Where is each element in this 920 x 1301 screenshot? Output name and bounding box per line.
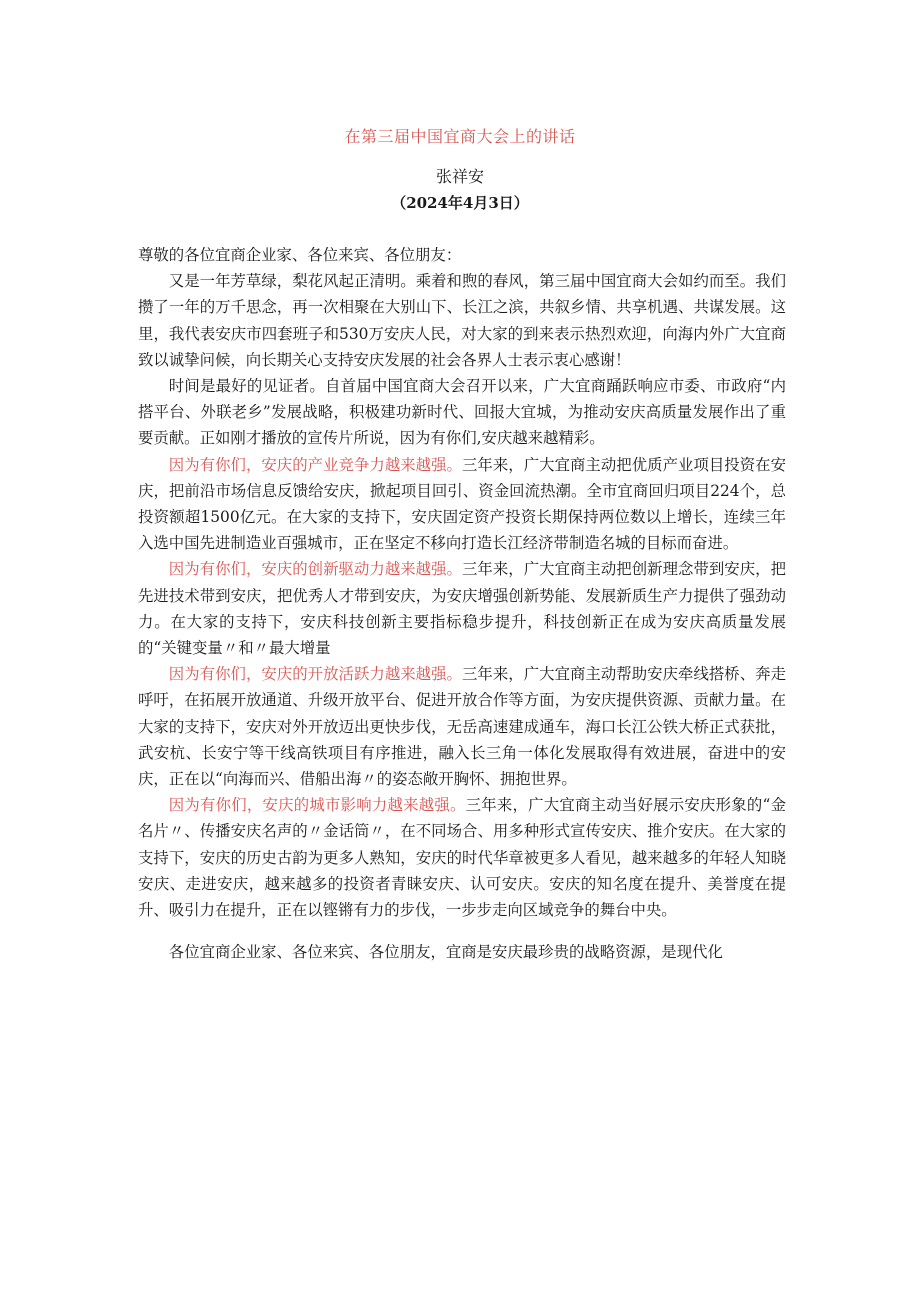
paragraph: [138, 661, 786, 792]
speech-body: [138, 242, 786, 965]
paragraph-spacer: [138, 923, 786, 939]
paragraph: [138, 939, 786, 965]
paragraph: [138, 268, 786, 373]
paragraph-text: 时间是最好的见证者。自首届中国宜商大会召开以来，广大宜商踊跃响应市委、市政府“内搭平台、外联老乡”发展战略，积极建功新时代、回报大宜城，为推动安庆高质量发展作出了重要贡献。正如刚才播放的宣传片所说，因为有你们,安庆越来越精彩。: [138, 377, 786, 448]
paragraph-highlight: 因为有你们，安庆的城市影响力越来越强。: [168, 796, 466, 815]
paragraph-text: 三年来，广大宜商主动把创新理念带到安庆，把先进技术带到安庆，把优秀人才带到安庆，为安庆增强创新势能、发展新质生产力提供了强劲动力。在大家的支持下，安庆科技创新主要指标稳步提升，科技创新正在成为安庆高质量发展的“关键变量〃和〃最大增量: [138, 560, 786, 658]
paragraph-text: 三年来，广大宜商主动把优质产业项目投资在安庆，把前沿市场信息反馈给安庆，掀起项目回引、资金回流热潮。全市宜商回归项目224个，总投资额超1500亿元。在大家的支持下，安庆固定资产投资长期保持两位数以上增长，连续三年入选中国先进制造业百强城市，正在坚定不移向打造长江经济带制造名城的目标而奋进。: [138, 455, 786, 553]
paragraph: [138, 373, 786, 452]
paragraph: [138, 556, 786, 661]
paragraph: [138, 792, 786, 923]
salutation: 尊敬的各位宜商企业家、各位来宾、各位朋友：: [138, 246, 462, 264]
paragraph-highlight: 因为有你们，安庆的产业竞争力越来越强。: [168, 455, 462, 474]
paragraph-text: 三年来，广大宜商主动当好展示安庆形象的“金名片〃、传播安庆名声的〃金话筒〃，在不同场合、用多种形式宣传安庆、推介安庆。在大家的支持下，安庆的历史古韵为更多人熟知，安庆的时代华章被更多人看见，越来越多的年轻人知晓安庆、走进安庆，越来越多的投资者青睐安庆、认可安庆。安庆的知名度在提升、美誉度在提升、吸引力在提升，正在以铿锵有力的步伐，一步步走向区域竞争的舞台中央。: [138, 796, 786, 920]
paragraph-text: 各位宜商企业家、各位来宾、各位朋友，宜商是安庆最珍贵的战略资源，是现代化: [168, 943, 723, 962]
paragraph-highlight: 因为有你们，安庆的开放活跃力越来越强。: [168, 665, 462, 684]
page-title: 在第三届中国宜商大会上的讲话: [344, 127, 576, 146]
paragraph-text: 三年来，广大宜商主动帮助安庆牵线搭桥、奔走呼吁，在拓展开放通道、升级开放平台、促进开放合作等方面，为安庆提供资源、贡献力量。在大家的支持下，安庆对外开放迈出更快步伐，无岳高速建成通车，海口长江公铁大桥正式获批，武安杭、长安宁等干线高铁项目有序推进，融入长三角一体化发展取得有效进展，奋进中的安庆，正在以“向海而兴、借船出海〃的姿态敞开胸怀、拥抱世界。: [138, 665, 786, 789]
paragraph-text: 又是一年芳草绿，梨花风起正清明。乘着和煦的春风，第三届中国宜商大会如约而至。我们攒了一年的万千思念，再一次相聚在大别山下、长江之滨，共叙乡情、共享机遇、共谋发展。这里，我代表安庆市四套班子和530万安庆人民，对大家的到来表示热烈欢迎，向海内外广大宜商致以诚挚问候，向长期关心支持安庆发展的社会各界人士表示衷心感谢！: [138, 272, 786, 369]
paragraph: [138, 452, 786, 557]
author-name: 张祥安: [435, 167, 484, 186]
speech-date: （2024年4月3日）: [391, 194, 529, 212]
paragraph-highlight: 因为有你们，安庆的创新驱动力越来越强。: [168, 560, 462, 579]
